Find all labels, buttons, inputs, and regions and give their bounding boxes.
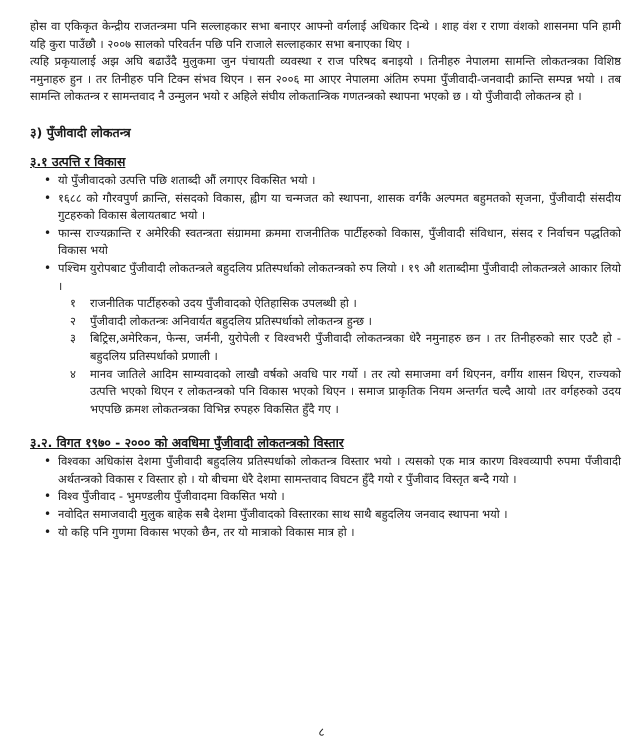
numbered-item: १ राजनीतिक पार्टीहरुको उदय पुँजीवादको ऐतिहासिक उपलब्धी हो । [70,296,357,311]
section-3-heading: ३) पुँजीवादी लोकतन्त्र [30,124,131,140]
bullet-item: • १६८८ को गौरवपुर्ण क्रान्ति, संसदको विकास, ह्वीग या चन्मजत को स्थापना, शासक वर्गकै अल्पमत बहुमतको सृजना, पुँजीवादी संसदीय गुटहरुको विकास बेलायतबाट भयो । [44,190,621,223]
intro-paragraph-2: त्यहि प्रकृयालाई अझ अघि बढाउँदै मुलुकमा जुन पंचायती व्यवस्था र राज परिषद बनाइयो । तिनीहरु नेपालमा सामन्ति लोकतन्त्रका विशिष्ठ नमुनाहरु हुन । तर तिनीहरु पनि टिक्न संभव थिएन । सन २००६ मा आएर नेपालमा अंतिम रुपमा पुँजीवादी-जनवादी क्रान्ति सम्पन्न भयो । तब सामन्ति लोकतन्त्र र सामन्तवाद नै उन्मुलन भयो र अहिले संघीय लोकतान्त्रिक गणतन्त्रको स्थापना भएको छ । यो पुँजीवादी लोकतन्त्र हो । [30,54,621,104]
bullet-icon: • [44,172,52,187]
bullet-icon: • [44,260,52,275]
page-number: ८ [318,725,325,739]
intro-paragraph-1: होस वा एकिकृत केन्द्रीय राजतन्त्रमा पनि सल्लाहकार सभा बनाएर आफ्नो वर्गलाई अधिकार दिन्थे । शाह वंश र राणा वंशको शासनमा पनि हामी यहि कुरा पाउँछौ । २००७ सालको परिवर्तन पछि पनि राजाले सल्लाहकार सभा बनाएका थिए । [30,19,621,51]
bullet-icon: • [44,454,52,469]
bullet-item: • यो कहि पनि गुणमा विकास भएको छैन, तर यो मात्राको विकास मात्र हो । [58,524,621,542]
bullet-icon: • [44,524,52,539]
bullet-item: • विश्वका अधिकांस देशमा पुँजीवादी बहुदलिय प्रतिस्पर्धाको लोकतन्त्र विस्तार भयो । त्यसको एक मात्र कारण विश्वव्यापी रुपमा पँजीवादी अर्थतन्त्रको विकास र विस्तार हो । यो बीचमा धेरै देशमा सामन्तवाद विघटन हुँदै गयो र पुँजीवाद विस्तृत बन्दै गयो । [44,454,621,486]
bullet-icon: • [44,225,52,240]
bullet-item: • यो पुँजीवादको उत्पत्ति पछि शताब्दी औं लगाएर विकसित भयो । [58,172,621,190]
bullet-item: • नवोदित समाजवादी मुलुक बाहेक सबै देशमा पुँजीवादको विस्तारका साथ साथै बहुदलिय जनवाद स्थापना भयो । [58,506,621,524]
numbered-item: ४ मानव जातिले आदिम साम्यवादको लाखौ वर्षको अवधि पार गर्यो । तर त्यो समाजमा वर्ग थिएनन, वर्गीय शासन थिएन, राज्यको उत्पत्ति भएको थिएन र लोकतन्त्रको पनि विकास भएको थिएन । समाज प्राकृतिक नियम अन्तर्गत चल्दै आयो ।तर वर्गहरुको उदय भएपछि क्रमश लोकतन्त्रका विभिन्न रुपहरु विकसित हुँदै गए । [70,366,621,416]
numbered-item: ३ बिट्रिस,अमेरिकन, फेन्स, जर्मनी, युरोपेली र विश्वभरी पुँजीवादी लोकतन्त्रका धेरै नमुनाहरु छन । तर तिनीहरुको सार एउटै हो - बहुदलिय प्रतिस्पर्धाको प्रणाली । [70,331,621,363]
numbered-item: २ पुँजीवादी लोकतन्त्रः अनिवार्यत बहुदलिय प्रतिस्पर्धाको लोकतन्त्र हुन्छ । [70,313,372,328]
section-3-2-bullets [30,453,621,541]
section-3-1-heading: ३.१ उत्पत्ति र विकास [30,153,126,169]
bullet-item: • पश्चिम युरोपबाट पुँजीवादी लोकतन्त्रले बहुदलिय प्रतिस्पर्धाको लोकतन्त्रको रुप लियो । १९ औ शताब्दीमा पुँजीवादी लोकतन्त्रले आकार लियो । [44,260,621,293]
section-3-1-bullets [30,172,621,295]
bullet-item: • विश्व पुँजीवाद - भुमण्डलीय पुँजीवादमा विकसित भयो । [58,488,621,506]
bullet-icon: • [44,190,52,205]
section-3-2-heading: ३.२. विगत १९७० - २००० को अवधिमा पुँजीवादी लोकतन्त्रको विस्तार [30,435,344,451]
bullet-icon: • [44,489,52,504]
bullet-icon: • [44,507,52,522]
section-3-1-numbered-list [30,295,621,418]
bullet-item: • फान्स राज्यक्रान्ति र अमेरिकी स्वतन्त्रता संग्राममा क्रममा राजनीतिक पार्टीहरुको विकास, पुँजीवादी संविधान, संसद र निर्वाचन पद्धतिको विकास भयो [44,225,621,258]
